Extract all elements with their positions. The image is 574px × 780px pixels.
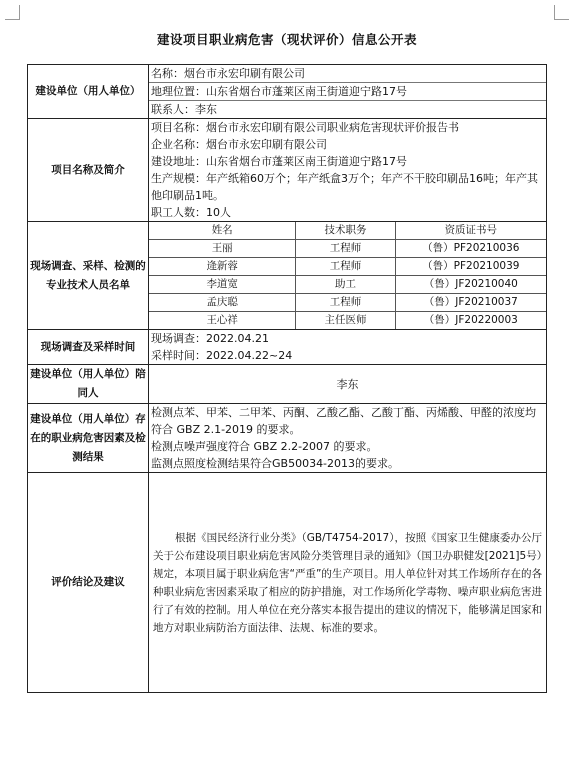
unit-contact: 联系人：李东	[149, 100, 546, 118]
header-cert: 资质证书号	[395, 222, 546, 240]
person-name: 王心祥	[149, 312, 296, 330]
document-title: 建设项目职业病危害（现状评价）信息公开表	[156, 32, 417, 47]
escort-label: 建设单位（用人单位）陪同人	[28, 365, 149, 404]
header-name: 姓名	[149, 222, 296, 240]
project-content	[149, 119, 547, 222]
header-title: 技术职务	[296, 222, 395, 240]
table-row	[149, 294, 546, 312]
project-scale: 生产规模：年产纸箱60万个；年产纸盒3万个；年产不干胶印刷品16吨；年产其他印刷品1吨。	[151, 172, 538, 202]
crop-mark-top-left	[5, 5, 20, 20]
person-cert: （鲁）JF20210037	[395, 294, 546, 312]
survey-time-content	[149, 330, 547, 365]
survey-time-row	[28, 330, 547, 365]
personnel-header-row	[149, 222, 546, 240]
unit-name: 名称：烟台市永宏印刷有限公司	[151, 67, 305, 80]
person-cert: （鲁）PF20210036	[395, 240, 546, 258]
personnel-label: 现场调查、采样、检测的专业技术人员名单	[28, 222, 149, 330]
person-name: 李道宽	[149, 276, 296, 294]
results-chemical: 检测点苯、甲苯、二甲苯、丙酮、乙酸乙酯、乙酸丁酯、丙烯酸、甲醛的浓度均符合 GBZ 2.1-2019 的要求。	[151, 406, 536, 436]
unit-row	[28, 65, 547, 119]
person-title: 助工	[296, 276, 395, 294]
person-cert: （鲁）JF20220003	[395, 312, 546, 330]
project-company: 企业名称：烟台市永宏印刷有限公司	[151, 138, 327, 151]
person-name: 逄新蓉	[149, 258, 296, 276]
person-title: 工程师	[296, 240, 395, 258]
conclusion-row	[28, 473, 547, 693]
survey-date: 现场调查：2022.04.21	[151, 332, 269, 345]
person-title: 工程师	[296, 294, 395, 312]
person-name: 王丽	[149, 240, 296, 258]
personnel-row	[28, 222, 547, 330]
disclosure-table	[27, 64, 547, 693]
survey-time-label: 现场调查及采样时间	[28, 330, 149, 365]
person-name: 孟庆聪	[149, 294, 296, 312]
escort-value: 李东	[149, 365, 547, 404]
results-noise: 检测点噪声强度符合 GBZ 2.2-2007 的要求。	[151, 440, 378, 453]
conclusion-content	[149, 473, 547, 693]
project-name: 项目名称：烟台市永宏印刷有限公司职业病危害现状评价报告书	[151, 121, 459, 134]
personnel-content	[149, 222, 547, 330]
table-row	[149, 276, 546, 294]
results-row	[28, 404, 547, 473]
crop-mark-top-right	[554, 5, 569, 20]
escort-row	[28, 365, 547, 404]
person-cert: （鲁）PF20210039	[395, 258, 546, 276]
table-row	[149, 312, 546, 330]
table-row	[149, 240, 546, 258]
conclusion-label: 评价结论及建议	[28, 473, 149, 693]
project-staff: 职工人数：10人	[151, 206, 231, 219]
person-title: 工程师	[296, 258, 395, 276]
table-row	[149, 258, 546, 276]
sampling-date: 采样时间：2022.04.22~24	[151, 349, 293, 362]
person-cert: （鲁）JF20210040	[395, 276, 546, 294]
results-illumination: 监测点照度检测结果符合GB50034-2013的要求。	[151, 457, 400, 470]
unit-address: 地理位置：山东省烟台市蓬莱区南王街道迎宁路17号	[149, 82, 546, 100]
person-title: 主任医师	[296, 312, 395, 330]
results-content	[149, 404, 547, 473]
unit-content	[149, 65, 547, 119]
unit-label: 建设单位（用人单位）	[28, 65, 149, 119]
project-row	[28, 119, 547, 222]
conclusion-text: 根据《国民经济行业分类》（GB/T4754-2017），按照《国家卫生健康委办公厅关于公布建设项目职业病危害风险分类管理目录的通知》（国卫办职健发[2021]5号）规定，本项目属于职业病危害“严重”的生产项目。用人单位针对其工作场所存在的各种职业病危害因素采取了相应的防护措施，对工作场所化学毒物、噪声职业病危害进行了有效的控制。用人单位在充分落实本报告提出的建议的情况下，能够满足国家和地方对职业病防治方面法律、法规、标准的要求。	[153, 531, 542, 634]
personnel-table	[149, 222, 546, 329]
project-address: 建设地址：山东省烟台市蓬莱区南王街道迎宁路17号	[151, 155, 407, 168]
project-label: 项目名称及简介	[28, 119, 149, 222]
results-label: 建设单位（用人单位）存在的职业病危害因素及检测结果	[28, 404, 149, 473]
